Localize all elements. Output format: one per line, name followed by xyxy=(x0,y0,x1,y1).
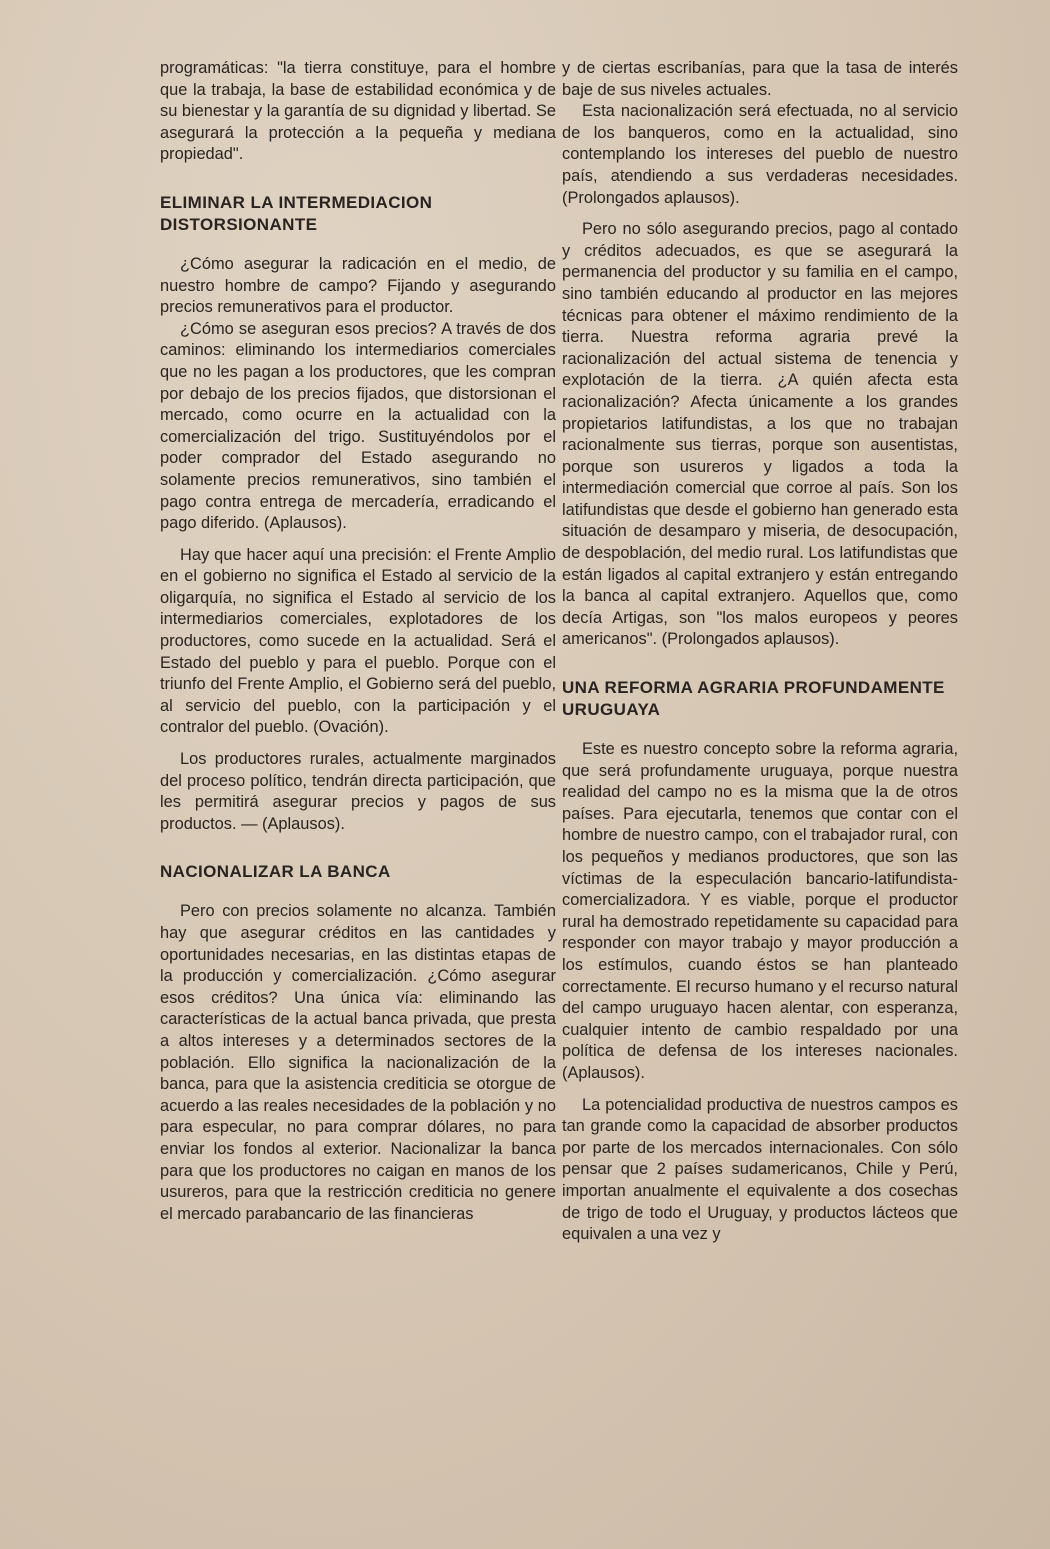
paragraph-radicacion: ¿Cómo asegurar la radicación en el medio, de nuestro hombre de campo? Fijando y asegurando precios remunerativos para el productor. xyxy=(160,254,556,317)
heading-intermediacion: ELIMINAR LA INTERMEDIACION DISTORSIONANTE xyxy=(160,192,433,234)
intro-paragraph: programáticas: "la tierra constituye, para el hombre que la trabaja, la base de estabilidad económica y de su bienestar y la garantía de su dignidad y libertad. Se asegurará la protección a la pequeña y mediana propiedad". xyxy=(160,59,556,164)
paragraph-potencialidad: La potencialidad productiva de nuestros campos es tan grande como la capacidad de absorber productos por parte de los mercados internacionales. Con sólo pensar que 2 países sudamericanos, Chile y Perú, importan anualmente el equivalente a dos cosechas de trigo de todo el Uruguay, y productos lácteos que equivalen a una vez y xyxy=(562,1095,958,1244)
paragraph-concepto: Este es nuestro concepto sobre la reforma agraria, que será profundamente uruguaya, porque nuestra realidad del campo no es la misma que la de otros países. Para ejecutarla, tenemos que contar con el hombre de nuestro campo, con el trabajador rural, con los pequeños y medianos productores, que son las víctimas de la especulación bancario-latifundista-comercializadora. Y es viable, porque el productor rural ha demostrado repetidamente su capacidad para responder con mayor trabajo y mayor producción a los estímulos, cuando éstos se han planteado correctamente. El recurso humano y el recurso natural del campo uruguayo hacen alentar, con esperanza, cualquier intento de cambio respaldado por una política de defensa de los intereses nacionales. (Aplausos). xyxy=(562,740,958,1082)
left-column xyxy=(160,58,556,1246)
paragraph-productores: Los productores rurales, actualmente marginados del proceso político, tendrán directa participación, que les permitirá asegurar precios y pagos de sus productos. — (Aplausos). xyxy=(160,750,556,833)
paragraph-nacionalizacion: Esta nacionalización será efectuada, no al servicio de los banqueros, como en la actualidad, sino contemplando los intereses del pueblo de nuestro país, atendiendo a sus verdaderas necesidades. (Prolongados aplausos). xyxy=(562,102,958,207)
text-columns xyxy=(160,58,958,1246)
right-column xyxy=(562,58,958,1246)
heading-banca: NACIONALIZAR LA BANCA xyxy=(160,862,391,882)
paragraph-creditos: Pero con precios solamente no alcanza. También hay que asegurar créditos en las cantidades y oportunidades necesarias, en las distintas etapas de la producción y comercialización. ¿Cómo asegurar esos créditos? Una única vía: eliminando las características de la actual banca privada, que presta a altos intereses y a determinados sectores de la población. Ello significa la nacionalización de la banca, para que la asistencia crediticia se otorgue de acuerdo a las reales necesidades de la población y no para especular, no para comprar dólares, no para enviar los fondos al exterior. Nacionalizar la banca para que los productores no caigan en manos de los usureros, para que la restricción crediticia no genere el mercado parabancario de las financieras xyxy=(160,902,556,1223)
continuation-paragraph: y de ciertas escribanías, para que la tasa de interés baje de sus niveles actuales. xyxy=(562,59,958,99)
heading-reforma: UNA REFORMA AGRARIA PROFUNDAMENTE URUGUAYA xyxy=(562,678,945,720)
paragraph-precios: ¿Cómo se aseguran esos precios? A través de dos caminos: eliminando los intermediarios comerciales que no les pagan a los productores, que les compran por debajo de los precios fijados, que distorsionan el mercado, como ocurre en la actualidad con la comercialización del trigo. Sustituyéndolos por el poder comprador del Estado asegurando no solamente precios remunerativos, sino también el pago contra entrega de mercadería, erradicando el pago diferido. (Aplausos). xyxy=(160,319,556,533)
paragraph-precision: Hay que hacer aquí una precisión: el Frente Amplio en el gobierno no significa el Estado al servicio de la oligarquía, no significa el Estado al servicio de los intermediarios comerciales, explotadores de los productores, como sucede en la actualidad. Será el Estado del pueblo y para el pueblo. Porque con el triunfo del Frente Amplio, el Gobierno será del pueblo, al servicio del pueblo, con la participación y el contralor del pueblo. (Ovación). xyxy=(160,545,556,737)
paragraph-permanencia: Pero no sólo asegurando precios, pago al contado y créditos adecuados, es que se asegurará la permanencia del productor y su familia en el campo, sino también educando al productor en las mejores técnicas para obtener el máximo rendimiento de la tierra. Nuestra reforma agraria prevé la racionalización del actual sistema de tenencia y explotación de la tierra. ¿A quién afecta esta racionalización? Afecta únicamente a los grandes propietarios latifundistas, a los que no trabajan racionalmente sus tierras, porque son ausentistas, porque son usureros y ligados a toda la intermediación comercial que corroe al país. Son los latifundistas que desde el gobierno han generado esta situación de desamparo y miseria, de desocupación, de despoblación, del medio rural. Los latifundistas que están ligados al capital extranjero y están entregando la banca al capital extranjero. Aquellos que, como decía Artigas, son "los malos europeos y peores americanos". (Prolongados aplausos). xyxy=(562,220,958,649)
